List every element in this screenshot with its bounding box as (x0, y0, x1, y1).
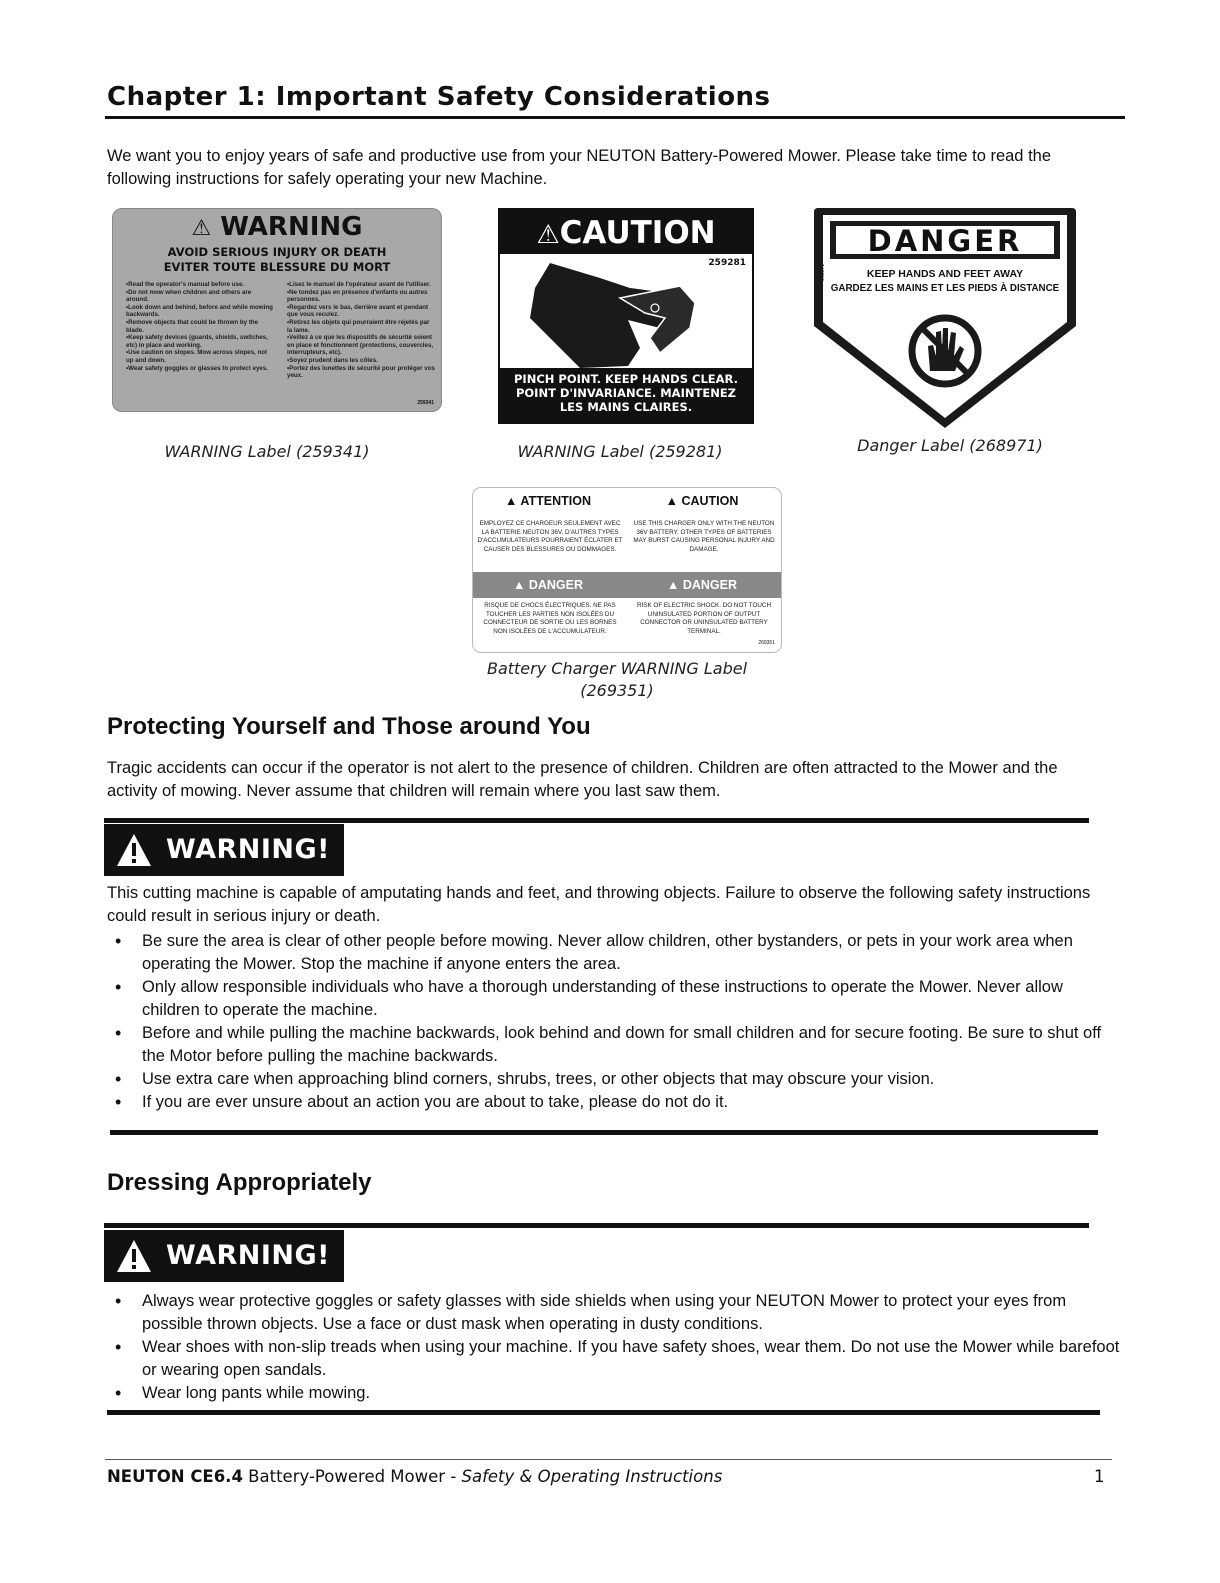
list-item: • Do not mow when children and others are around. (126, 289, 275, 304)
charger-label-269351 (472, 487, 782, 653)
list-item: • Only allow responsible individuals who have a thorough understanding of these instructions to operate the Mower. Never allow children to operate the machine. (107, 976, 1117, 1022)
charger-attention-text: EMPLOYEZ CE CHARGEUR SEULEMENT AVEC LA BATTERIE NEUTON 36V. D'AUTRES TYPES D'ACCUMULATEURS POURRAIENT ÉCLATER ET CAUSER DES BLESSURES OU DOMMAGES. (477, 520, 623, 553)
warning-rule-bottom (110, 1130, 1098, 1135)
charger-danger-heading-fr: ▲ DANGER (512, 578, 584, 592)
list-item: • Keep safety devices (guards, shields, switches, etc) in place and working. (126, 334, 275, 349)
list-item: • Remove objects that could be thrown by the blade. (126, 319, 275, 334)
list-item: • Look down and behind, before and while mowing backwards. (126, 304, 275, 319)
charger-caption-line1: Battery Charger WARNING Label (486, 659, 748, 678)
section2-bullets (107, 1290, 1122, 1405)
chapter-rule (105, 116, 1125, 119)
list-item: • Always wear protective goggles or safety glasses with side shields when using your NEUTON Mower to protect your eyes from possible thrown objects. Use a face or dust mask when operating in dusty conditions. (107, 1290, 1122, 1336)
footer-doc-title: Safety & Operating Instructions (461, 1467, 723, 1486)
warning-label-sub2: EVITER TOUTE BLESSURE DU MORT (163, 260, 391, 274)
list-item: • Be sure the area is clear of other people before mowing. Never allow children, other bystanders, or pets in your work area when operating the Mower. Stop the machine if anyone enters the area. (107, 930, 1117, 976)
list-item: • Lisez le manuel de l'opérateur avant de l'utiliser. (287, 281, 436, 289)
danger-label-caption: Danger Label (268971) (857, 436, 1043, 455)
pinch-hand-icon (510, 258, 710, 370)
warning-banner-text: WARNING! (166, 1240, 330, 1271)
list-item: • Use caution on slopes. Mow across slopes, not up and down. (126, 349, 275, 364)
charger-attention-heading: ▲ ATTENTION (505, 494, 591, 508)
charger-danger-heading-en: ▲ DANGER (666, 578, 738, 592)
caution-label-caption: WARNING Label (259281) (517, 442, 723, 461)
caution-label-code: 259281 (708, 258, 746, 268)
section1-paragraph: Tragic accidents can occur if the operator is not alert to the presence of children. Children are often attracted to the Mower and the activity of mowing. Never assume that children will remain where you last saw them. (107, 759, 1058, 800)
warning-triangle-icon: ▲ (666, 578, 680, 592)
section1-bullets (107, 930, 1117, 1114)
warning-label-259341 (112, 208, 442, 412)
footer-brand: NEUTON CE6.4 (107, 1467, 243, 1486)
list-item: • Wear long pants while mowing. (107, 1382, 1122, 1405)
caution-line3: LES MAINS CLAIRES. (559, 400, 693, 414)
charger-danger-text-en: RISK OF ELECTRIC SHOCK. DO NOT TOUCH UNINSULATED PORTION OF OUTPUT CONNECTOR OR UNINSULATED BATTERY TERMINAL. (636, 602, 771, 635)
chapter-title: Chapter 1: Important Safety Considerations (107, 82, 771, 112)
section-title-dressing: Dressing Appropriately (107, 1169, 372, 1196)
warning-label-col-fr (281, 281, 436, 380)
footer-product: Battery-Powered Mower - (242, 1467, 462, 1486)
warning-label-columns (120, 281, 436, 380)
danger-label-line2: GARDEZ LES MAINS ET LES PIEDS À DISTANCE (830, 283, 1060, 294)
danger-label-heading: DANGER (867, 224, 1023, 258)
charger-caution-heading: ▲ CAUTION (665, 494, 739, 508)
warning-label-col-en (120, 281, 275, 380)
list-item: • Portez des lunettes de sécurité pour protéger vos yeux. (287, 365, 436, 380)
warning-triangle-icon: ▲ (505, 494, 518, 508)
danger-label-code: 268971 (820, 264, 826, 281)
caution-line2: POINT D'INVARIANCE. MAINTENEZ (515, 386, 737, 400)
list-item: • Wear safety goggles or glasses to protect eyes. (126, 365, 275, 373)
intro-paragraph: We want you to enjoy years of safe and productive use from your NEUTON Battery-Powered Mower. Please take time to read the following instructions for safely operating your new Machine. (107, 147, 1052, 188)
caution-label-heading: ⚠CAUTION (500, 210, 752, 254)
warning-rule-bottom-2 (107, 1410, 1100, 1415)
charger-caution-text: USE THIS CHARGER ONLY WITH THE NEUTON 36V BATTERY. OTHER TYPES OF BATTERIES MAY BURST CAUSING PERSONAL INJURY AND DAMAGE. (633, 520, 775, 553)
caution-label-259281 (498, 208, 754, 424)
caution-label-text (500, 368, 752, 422)
list-item: • Before and while pulling the machine backwards, look behind and down for small children and for secure footing. Be sure to shut off the Motor before pulling the machine backwards. (107, 1022, 1117, 1068)
warning-label-code: 259341 (417, 400, 434, 406)
list-item: • Veillez à ce que les dispositifs de sécurité soient en place et fonctionnent (protections, couvercles, interrupteurs, etc). (287, 334, 436, 357)
danger-label-268971 (812, 206, 1078, 430)
warning-label-caption: WARNING Label (259341) (164, 442, 370, 461)
warning-triangle-icon: ▲ (512, 578, 526, 592)
footer-rule (105, 1459, 1112, 1460)
warning-rule-top (104, 818, 1089, 823)
list-item: • Regardez vers le bas, derrière avant et pendant que vous reculez. (287, 304, 436, 319)
page-footer (107, 1467, 722, 1486)
charger-label-code: 269351 (758, 640, 775, 646)
warning-triangle-icon (116, 1239, 152, 1273)
warning-label-sub1: AVOID SERIOUS INJURY OR DEATH (167, 245, 387, 259)
warning-banner (104, 824, 344, 876)
list-item: • Retirez les objets qui pourraient être rejetés par la lame. (287, 319, 436, 334)
warning-label-heading: ⚠ WARNING (191, 212, 363, 242)
charger-caption-line2: (269351) (580, 681, 654, 700)
warning-triangle-icon: ▲ (665, 494, 678, 508)
danger-label-line1: KEEP HANDS AND FEET AWAY (866, 268, 1024, 280)
warning-triangle-icon: ⚠ (536, 220, 560, 250)
warning-banner-text: WARNING! (166, 834, 330, 865)
list-item: • If you are ever unsure about an action you are about to take, please do not do it. (107, 1091, 1117, 1114)
charger-label-caption (472, 658, 762, 702)
list-item: • Read the operator's manual before use. (126, 281, 275, 289)
list-item: • Soyez prudent dans les côtes. (287, 357, 436, 365)
list-item: • Ne tondez pas en présence d'enfants ou autres personnes. (287, 289, 436, 304)
section1-warning-text: This cutting machine is capable of amputating hands and feet, and throwing objects. Failure to observe the following safety instructions could result in serious injury or death. (107, 884, 1091, 925)
charger-danger-text-fr: RISQUE DE CHOCS ÉLECTRIQUES. NE PAS TOUCHER LES PARTIES NON ISOLÉES DU CONNECTEUR DE SORTIE OU LES BORNES NON ISOLÉES DE L'ACCUMULATEUR. (483, 602, 617, 635)
caution-line1: PINCH POINT. KEEP HANDS CLEAR. (514, 372, 738, 386)
list-item: • Use extra care when approaching blind corners, shrubs, trees, or other objects that may obscure your vision. (107, 1068, 1117, 1091)
page-number: 1 (1094, 1467, 1105, 1486)
warning-banner-2 (104, 1230, 344, 1282)
section-title-protecting: Protecting Yourself and Those around You (107, 713, 591, 740)
list-item: • Wear shoes with non-slip treads when using your machine. If you have safety shoes, wear them. Do not use the Mower while barefoot or wearing open sandals. (107, 1336, 1122, 1382)
warning-triangle-icon: ⚠ (191, 216, 212, 241)
warning-rule-top-2 (104, 1223, 1089, 1228)
warning-triangle-icon (116, 833, 152, 867)
